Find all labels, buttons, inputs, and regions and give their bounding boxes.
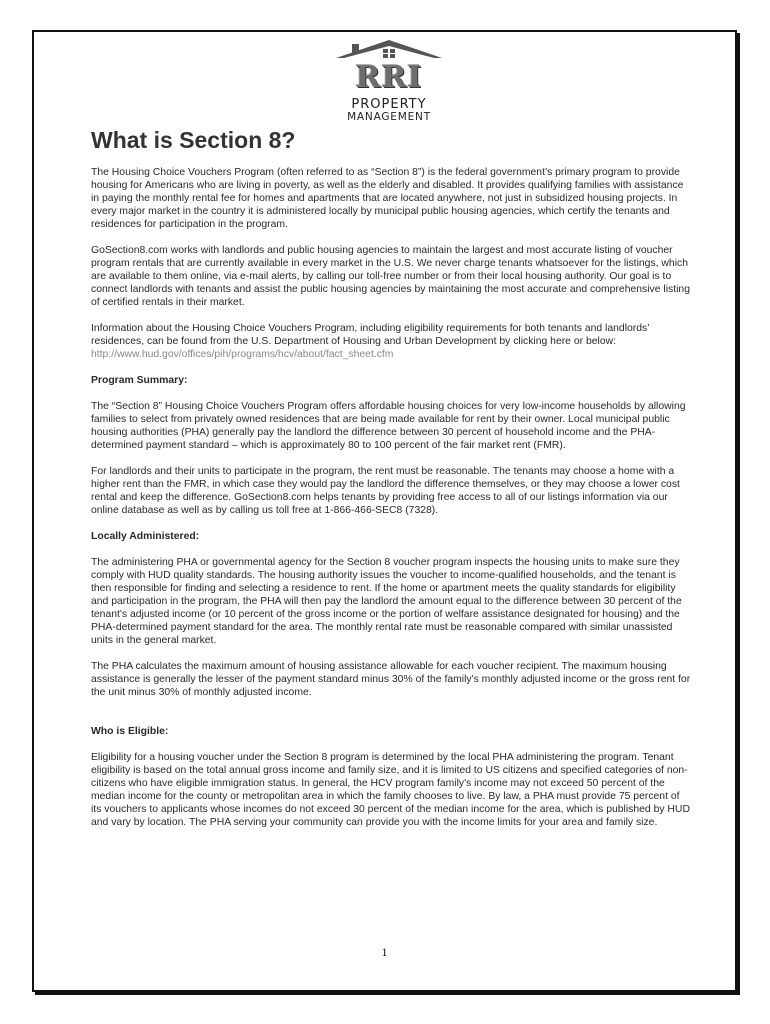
administering-pha-paragraph: The administering PHA or governmental agency for the Section 8 voucher program inspects the housing units to make sure they comply with HUD quality standards. The housing authority issues the voucher to income-qualified households, and the tenant is then responsible for finding and selecting a residence to rent. If the home or apartment meets the quality standards for eligibility and participation in the program, the PHA will then pay the landlord the amount equal to the difference between 30 percent of the tenant's adjusted income (or 10 percent of the gross income or the portion of welfare assistance designated for housing) and the PHA-determined payment standard for the area. The monthly rental rate must be reasonable compared with similar unassisted units in the general market.	[91, 557, 682, 646]
program-summary-paragraph: The “Section 8” Housing Choice Vouchers Program offers affordable housing choices for very low-income households by allowing families to select from privately owned residences that are being made available for rent by their owner. Local municipal public housing authorities (PHA) generally pay the landlord the difference between 30 percent of household income and the PHA-determined payment standard – which is approximately 80 to 100 percent of the fair market rent (FMR).	[91, 401, 686, 451]
document-page	[32, 30, 737, 992]
logo-line-management: MANAGEMENT	[347, 111, 431, 123]
page-title: What is Section 8?	[91, 127, 296, 153]
page-number: 1	[381, 945, 388, 959]
pha-calculation-paragraph: The PHA calculates the maximum amount of housing assistance allowable for each voucher recipient. The maximum housing assistance is generally the lesser of the payment standard minus 30% of the family's monthly adjusted income or the gross rent for the unit minus 30% of monthly adjusted income.	[91, 661, 691, 698]
eligibility-paragraph: Eligibility for a housing voucher under the Section 8 program is determined by the local PHA administering the program. Tenant eligibility is based on the total annual gross income and family size, and it is limited to US citizens and specified categories of non-citizens who have eligible immigration status. In general, the HCV program family's income may not exceed 50 percent of the median income for the county or metropolitan area in which the family chooses to live. By law, a PHA must provide 75 percent of its vouchers to applicants whose incomes do not exceed 30 percent of the median income for the area, which is published by HUD and vary by location. The PHA serving your community can provide you with the income limits for your area and family size.	[91, 752, 690, 828]
heading-program-summary: Program Summary:	[91, 375, 188, 386]
gosection8-paragraph: GoSection8.com works with landlords and public housing agencies to maintain the largest and most accurate listing of voucher program rentals that are currently available in every market in the U.S. We never charge tenants whatsoever for the listings, which are available to them online, via e-mail alerts, by calling our toll-free number or from their local housing authority. Our goal is to connect landlords with tenants and assist the public housing agencies by maintaining the most accurate and comprehensive listing of certified rentals in their market.	[91, 245, 690, 308]
document-body	[91, 126, 691, 842]
logo-line-property: PROPERTY	[351, 97, 427, 112]
hud-info-paragraph	[91, 322, 691, 361]
heading-locally-administered: Locally Administered:	[91, 531, 200, 542]
heading-who-is-eligible: Who is Eligible:	[91, 726, 169, 737]
hud-info-text: Information about the Housing Choice Vouchers Program, including eligibility requirements for both tenants and landlords’ residences, can be found from the U.S. Department of Housing and Urban Development by clicking here or below:	[91, 323, 650, 347]
intro-paragraph: The Housing Choice Vouchers Program (often referred to as “Section 8”) is the federal government’s primary program to provide housing for Americans who are living in poverty, as well as the elderly and disabled. It provides qualifying families with assistance in paying the monthly rental fee for homes and apartments that are located anywhere, not just in subsidized housing projects. In every major market in the country it is administered locally by municipal public housing agencies, which certify the tenants and residences for participation in the program.	[91, 167, 684, 230]
logo-mark: RRI	[355, 60, 423, 95]
hud-fact-sheet-link[interactable]: http://www.hud.gov/offices/pih/programs/hcv/about/fact_sheet.cfm	[91, 349, 394, 360]
landlords-paragraph: For landlords and their units to participate in the program, the rent must be reasonable. The tenants may choose a home with a higher rent than the FMR, in which case they would pay the landlord the difference themselves, or they may choose a lower cost rental and keep the difference. GoSection8.com helps tenants by providing free access to all of our listings information via our online database as well as by calling us toll free at 1-866-466-SEC8 (7328).	[91, 466, 680, 516]
company-logo	[334, 38, 444, 128]
